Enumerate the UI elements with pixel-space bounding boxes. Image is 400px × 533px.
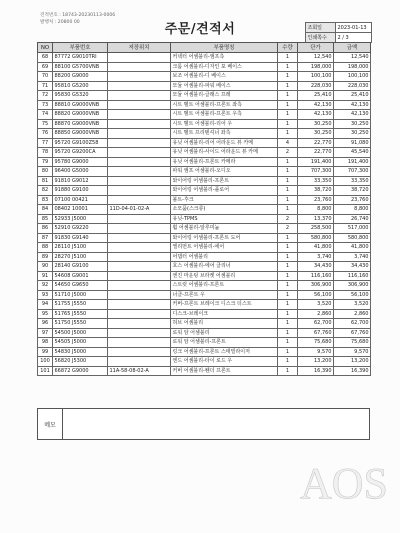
memo-content	[63, 409, 369, 439]
cell-qty: 1	[278, 357, 298, 367]
cell-part-number: 95830 G5320	[53, 91, 108, 101]
cell-part-name: 유닛-TPMS	[171, 214, 278, 224]
cell-part-name: 커넥터 어셈블리-앰프측	[171, 53, 278, 63]
cell-qty: 1	[278, 328, 298, 338]
parts-table	[37, 42, 371, 376]
cell-location	[108, 186, 171, 196]
table-row	[38, 195, 371, 205]
table-row	[38, 347, 371, 357]
cell-part-number: 88870 G9000VNB	[53, 119, 108, 129]
cell-location	[108, 167, 171, 177]
table-row	[38, 252, 371, 262]
cell-part-number: 52910 G9220	[53, 224, 108, 234]
cell-unit-price: 30,250	[298, 119, 334, 129]
cell-amount: 62,700	[334, 319, 371, 329]
cell-location	[108, 281, 171, 291]
table-row	[38, 119, 371, 129]
table-row	[38, 91, 371, 101]
cell-part-number: 87772 G9010TRI	[53, 53, 108, 63]
cell-unit-price: 3,520	[298, 300, 334, 310]
cell-part-name: 유닛 어셈블리-프론트 카메라	[171, 157, 278, 167]
cell-amount: 228,030	[334, 81, 371, 91]
column-header-no: NO	[38, 43, 53, 53]
cell-no: 76	[38, 129, 53, 139]
cell-part-name: 커버 어셈블리-휀더 프론트	[171, 366, 278, 376]
cell-location	[108, 338, 171, 348]
table-row	[38, 176, 371, 186]
cell-part-number: 07100 00421	[53, 195, 108, 205]
cell-location	[108, 309, 171, 319]
table-row	[38, 271, 371, 281]
cell-amount: 306,900	[334, 281, 371, 291]
cell-unit-price: 25,410	[298, 91, 334, 101]
cell-qty: 1	[278, 195, 298, 205]
cell-location	[108, 91, 171, 101]
cell-amount: 707,300	[334, 167, 371, 177]
cell-qty: 1	[278, 72, 298, 82]
cell-amount: 16,390	[334, 366, 371, 376]
cell-location	[108, 262, 171, 272]
cell-part-name: 크롬 어셈블리-디자인 포 베이스	[171, 62, 278, 72]
cell-no: 72	[38, 91, 53, 101]
table-row	[38, 53, 371, 63]
cell-qty: 1	[278, 290, 298, 300]
cell-no: 90	[38, 262, 53, 272]
cell-amount: 198,000	[334, 62, 371, 72]
column-header-amount: 금액	[334, 43, 371, 53]
cell-amount: 45,540	[334, 148, 371, 158]
cell-amount: 42,130	[334, 100, 371, 110]
cell-qty: 2	[278, 214, 298, 224]
cell-part-number: 95720 G9200CA	[53, 148, 108, 158]
cell-no: 86	[38, 224, 53, 234]
cell-location	[108, 100, 171, 110]
cell-location	[108, 81, 171, 91]
cell-location	[108, 176, 171, 186]
cell-part-name: 소모품(스크류)	[171, 205, 278, 215]
cell-unit-price: 12,540	[298, 53, 334, 63]
cell-location	[108, 110, 171, 120]
cell-part-number: 28140 G9100	[53, 262, 108, 272]
table-body	[38, 53, 371, 376]
cell-part-name: 호스 어셈블리-에어 클리너	[171, 262, 278, 272]
cell-location	[108, 243, 171, 253]
info-row	[306, 33, 372, 43]
table-row	[38, 110, 371, 120]
table-row	[38, 281, 371, 291]
cell-no: 96	[38, 319, 53, 329]
cell-location: 11A-58-08-02-A	[108, 366, 171, 376]
cell-part-name: 와이어링 어셈블리-프론트	[171, 176, 278, 186]
cell-amount: 191,400	[334, 157, 371, 167]
cell-qty: 1	[278, 110, 298, 120]
cell-no: 92	[38, 281, 53, 291]
cell-part-name: 스트럿 어셈블리-프론트	[171, 281, 278, 291]
cell-amount: 30,250	[334, 129, 371, 139]
cell-no: 82	[38, 186, 53, 196]
cell-qty: 1	[278, 119, 298, 129]
cell-part-name: 휠 어셈블리-알루미늄	[171, 224, 278, 234]
cell-unit-price: 22,770	[298, 138, 334, 148]
cell-location	[108, 214, 171, 224]
column-header-part-number: 부품번호	[53, 43, 108, 53]
table-row	[38, 357, 371, 367]
cell-unit-price: 2,860	[298, 309, 334, 319]
cell-qty: 1	[278, 167, 298, 177]
cell-qty: 1	[278, 157, 298, 167]
table-row	[38, 233, 371, 243]
table-row	[38, 214, 371, 224]
page-title: 주문/견적서	[164, 22, 236, 37]
cell-location: 11D-04-01-02-A	[108, 205, 171, 215]
cell-no: 84	[38, 205, 53, 215]
cell-location	[108, 290, 171, 300]
cell-location	[108, 148, 171, 158]
cell-location	[108, 129, 171, 139]
cell-qty: 1	[278, 252, 298, 262]
cell-unit-price: 33,350	[298, 176, 334, 186]
cell-unit-price: 42,130	[298, 100, 334, 110]
table-row	[38, 290, 371, 300]
cell-unit-price: 306,900	[298, 281, 334, 291]
quote-number: 견적번호 : 18743-20230113-0006	[40, 13, 116, 18]
cell-part-name: 파워 앰프 어셈블리-오디오	[171, 167, 278, 177]
cell-qty: 1	[278, 62, 298, 72]
cell-qty: 1	[278, 338, 298, 348]
info-row	[306, 23, 372, 33]
cell-no: 78	[38, 148, 53, 158]
cell-unit-price: 34,430	[298, 262, 334, 272]
cell-unit-price: 191,400	[298, 157, 334, 167]
cell-unit-price: 258,500	[298, 224, 334, 234]
cell-part-name: 와이어링 어셈블리-프론트 도어	[171, 233, 278, 243]
cell-part-number: 54505 J5000	[53, 338, 108, 348]
cell-part-number: 51710 J5000	[53, 290, 108, 300]
cell-unit-price: 41,800	[298, 243, 334, 253]
cell-amount: 23,760	[334, 195, 371, 205]
cell-qty: 1	[278, 129, 298, 139]
cell-no: 79	[38, 157, 53, 167]
info-label: 인쇄쪽수	[306, 33, 336, 43]
table-row	[38, 205, 371, 215]
cell-qty: 1	[278, 309, 298, 319]
memo-label: 메모	[38, 409, 63, 439]
cell-location	[108, 119, 171, 129]
table-row	[38, 100, 371, 110]
cell-part-name: 시트 벨트 어셈블리-리어 우	[171, 119, 278, 129]
cell-qty: 1	[278, 347, 298, 357]
cell-unit-price: 56,100	[298, 290, 334, 300]
cell-unit-price: 67,760	[298, 328, 334, 338]
cell-qty: 4	[278, 138, 298, 148]
cell-part-number: 91810 G9012	[53, 176, 108, 186]
cell-unit-price: 22,770	[298, 148, 334, 158]
cell-part-name: 보조 어셈블리-디 베이스	[171, 72, 278, 82]
cell-part-number: 54830 J5000	[53, 347, 108, 357]
cell-unit-price: 62,700	[298, 319, 334, 329]
cell-qty: 1	[278, 233, 298, 243]
column-header-part-name: 부품명칭	[171, 43, 278, 53]
cell-part-name: 시트 벨트 어셈블리-프론트 우측	[171, 110, 278, 120]
cell-no: 83	[38, 195, 53, 205]
cell-part-name: 디스크-브레이크	[171, 309, 278, 319]
table-row	[38, 138, 371, 148]
cell-amount: 30,250	[334, 119, 371, 129]
cell-amount: 8,800	[334, 205, 371, 215]
cell-part-name: 엔드 어셈블리-타이 로드 우	[171, 357, 278, 367]
cell-qty: 1	[278, 366, 298, 376]
cell-part-name: 모듈 어셈블리-파워 베이스	[171, 81, 278, 91]
cell-no: 101	[38, 366, 53, 376]
cell-part-number: 66872 G9000	[53, 366, 108, 376]
table-row	[38, 148, 371, 158]
table-row	[38, 157, 371, 167]
table-row	[38, 186, 371, 196]
cell-unit-price: 30,250	[298, 129, 334, 139]
cell-location	[108, 72, 171, 82]
cell-location	[108, 195, 171, 205]
cell-amount: 91,080	[334, 138, 371, 148]
cell-part-name: 허브 어셈블리	[171, 319, 278, 329]
cell-unit-price: 3,740	[298, 252, 334, 262]
memo-box	[37, 408, 370, 440]
cell-location	[108, 319, 171, 329]
cell-unit-price: 13,370	[298, 214, 334, 224]
cell-part-number: 28270 J5100	[53, 252, 108, 262]
cell-qty: 1	[278, 81, 298, 91]
cell-qty: 1	[278, 243, 298, 253]
cell-part-name: 볼트-후크	[171, 195, 278, 205]
table-row	[38, 129, 371, 139]
document-info-box	[305, 22, 372, 43]
cell-part-number: 88850 G9000VNB	[53, 129, 108, 139]
table-row	[38, 72, 371, 82]
table-row	[38, 338, 371, 348]
cell-amount: 26,740	[334, 214, 371, 224]
cell-qty: 1	[278, 176, 298, 186]
issuer: 발행처 : 20800 00	[40, 20, 80, 25]
cell-qty: 2	[278, 148, 298, 158]
cell-part-number: 88200 G9000	[53, 72, 108, 82]
table-row	[38, 262, 371, 272]
table-row	[38, 366, 371, 376]
cell-amount: 25,410	[334, 91, 371, 101]
table-row	[38, 167, 371, 177]
cell-amount: 56,100	[334, 290, 371, 300]
cell-location	[108, 53, 171, 63]
cell-no: 77	[38, 138, 53, 148]
cell-part-name: 로워 암 어셈블리-프론트	[171, 338, 278, 348]
table-row	[38, 81, 371, 91]
cell-part-number: 88100 G5700VNB	[53, 62, 108, 72]
cell-qty: 1	[278, 300, 298, 310]
column-header-location: 저장위치	[108, 43, 171, 53]
cell-location	[108, 224, 171, 234]
cell-part-name: 너클-프론트 우	[171, 290, 278, 300]
cell-part-number: 51765 J5550	[53, 309, 108, 319]
cell-part-name: 로워 암 어셈블리	[171, 328, 278, 338]
info-value: 2023-01-13	[336, 23, 372, 33]
cell-location	[108, 252, 171, 262]
cell-qty: 1	[278, 281, 298, 291]
column-header-qty: 수량	[278, 43, 298, 53]
cell-amount: 3,520	[334, 300, 371, 310]
cell-part-name: 어댑터 어셈블리	[171, 252, 278, 262]
info-label: 조회일	[306, 23, 336, 33]
table-row	[38, 62, 371, 72]
cell-part-number: 54608 G9001	[53, 271, 108, 281]
cell-qty: 1	[278, 205, 298, 215]
cell-no: 98	[38, 338, 53, 348]
cell-part-number: 96400 G5000	[53, 167, 108, 177]
cell-unit-price: 13,200	[298, 357, 334, 367]
cell-location	[108, 328, 171, 338]
cell-part-number: 51755 J5550	[53, 300, 108, 310]
cell-unit-price: 228,030	[298, 81, 334, 91]
cell-location	[108, 271, 171, 281]
cell-amount: 2,860	[334, 309, 371, 319]
cell-part-name: 와이어링 어셈블리-플로어	[171, 186, 278, 196]
cell-amount: 12,540	[334, 53, 371, 63]
cell-part-number: 28110 J5100	[53, 243, 108, 253]
cell-location	[108, 300, 171, 310]
cell-qty: 1	[278, 262, 298, 272]
watermark-logo: AOS	[300, 459, 389, 508]
cell-amount: 42,130	[334, 110, 371, 120]
cell-no: 99	[38, 347, 53, 357]
cell-location	[108, 233, 171, 243]
cell-part-name: 엘리먼트 어셈블리-에어	[171, 243, 278, 253]
cell-part-number: 54650 G9650	[53, 281, 108, 291]
cell-amount: 75,680	[334, 338, 371, 348]
cell-part-number: 52933 J5000	[53, 214, 108, 224]
cell-location	[108, 157, 171, 167]
cell-amount: 41,800	[334, 243, 371, 253]
cell-no: 81	[38, 176, 53, 186]
cell-amount: 34,430	[334, 262, 371, 272]
cell-no: 74	[38, 110, 53, 120]
table-row	[38, 309, 371, 319]
cell-part-name: 모듈 어셈블리-글래스 프레	[171, 91, 278, 101]
table-header-row	[38, 43, 371, 53]
cell-part-name: 시트 벨트 어셈블리-프론트 좌측	[171, 100, 278, 110]
cell-unit-price: 116,160	[298, 271, 334, 281]
cell-no: 87	[38, 233, 53, 243]
cell-part-number: 95810 G5200	[53, 81, 108, 91]
cell-no: 94	[38, 300, 53, 310]
cell-amount: 116,160	[334, 271, 371, 281]
cell-location	[108, 357, 171, 367]
cell-unit-price: 23,760	[298, 195, 334, 205]
cell-location	[108, 347, 171, 357]
column-header-unit-price: 단가	[298, 43, 334, 53]
cell-unit-price: 38,720	[298, 186, 334, 196]
cell-no: 97	[38, 328, 53, 338]
cell-amount: 67,760	[334, 328, 371, 338]
cell-amount: 517,000	[334, 224, 371, 234]
cell-part-name: 유닛 어셈블리-사이드 어라운드 뷰 카메	[171, 148, 278, 158]
cell-part-name: 커버-프론트 브레이크 디스크 더스트	[171, 300, 278, 310]
cell-part-name: 유닛 어셈블리-리어 어라운드 뷰 카메	[171, 138, 278, 148]
table-row	[38, 319, 371, 329]
cell-qty: 1	[278, 53, 298, 63]
cell-no: 75	[38, 119, 53, 129]
cell-part-number: 54500 J5000	[53, 328, 108, 338]
cell-part-number: 91830 G9140	[53, 233, 108, 243]
cell-amount: 100,100	[334, 72, 371, 82]
cell-unit-price: 100,100	[298, 72, 334, 82]
cell-no: 89	[38, 252, 53, 262]
cell-unit-price: 75,680	[298, 338, 334, 348]
cell-unit-price: 580,800	[298, 233, 334, 243]
cell-location	[108, 138, 171, 148]
cell-part-number: 88820 G9000VNB	[53, 110, 108, 120]
cell-unit-price: 707,300	[298, 167, 334, 177]
cell-no: 100	[38, 357, 53, 367]
cell-part-number: 56820 J5300	[53, 357, 108, 367]
cell-no: 69	[38, 62, 53, 72]
cell-part-name: 시트 벨트 프리텐셔너 좌측	[171, 129, 278, 139]
cell-part-name: 링크 어셈블리-프론트 스태빌라이저	[171, 347, 278, 357]
cell-unit-price: 16,390	[298, 366, 334, 376]
cell-amount: 38,720	[334, 186, 371, 196]
cell-no: 85	[38, 214, 53, 224]
cell-qty: 1	[278, 186, 298, 196]
cell-no: 88	[38, 243, 53, 253]
cell-no: 70	[38, 72, 53, 82]
table-row	[38, 224, 371, 234]
cell-amount: 9,570	[334, 347, 371, 357]
cell-amount: 33,350	[334, 176, 371, 186]
cell-no: 71	[38, 81, 53, 91]
cell-no: 95	[38, 309, 53, 319]
cell-part-number: 91880 G9100	[53, 186, 108, 196]
table-row	[38, 328, 371, 338]
cell-no: 91	[38, 271, 53, 281]
cell-no: 93	[38, 290, 53, 300]
cell-location	[108, 62, 171, 72]
cell-part-number: 95780 G9000	[53, 157, 108, 167]
cell-qty: 2	[278, 224, 298, 234]
cell-no: 73	[38, 100, 53, 110]
cell-qty: 1	[278, 91, 298, 101]
table-row	[38, 300, 371, 310]
cell-part-number: 51750 J5550	[53, 319, 108, 329]
cell-qty: 1	[278, 100, 298, 110]
cell-amount: 3,740	[334, 252, 371, 262]
info-value: 2 / 3	[336, 33, 372, 43]
cell-part-number: 08402 10001	[53, 205, 108, 215]
cell-unit-price: 42,130	[298, 110, 334, 120]
cell-qty: 1	[278, 319, 298, 329]
cell-part-number: 88810 G9000VNB	[53, 100, 108, 110]
cell-qty: 1	[278, 271, 298, 281]
cell-amount: 13,200	[334, 357, 371, 367]
cell-part-name: 엔진 마운팅 브라켓 어셈블리	[171, 271, 278, 281]
cell-unit-price: 198,000	[298, 62, 334, 72]
cell-amount: 580,800	[334, 233, 371, 243]
cell-unit-price: 9,570	[298, 347, 334, 357]
cell-unit-price: 8,800	[298, 205, 334, 215]
table-row	[38, 243, 371, 253]
cell-no: 80	[38, 167, 53, 177]
cell-no: 68	[38, 53, 53, 63]
cell-part-number: 95720 G9100Z58	[53, 138, 108, 148]
